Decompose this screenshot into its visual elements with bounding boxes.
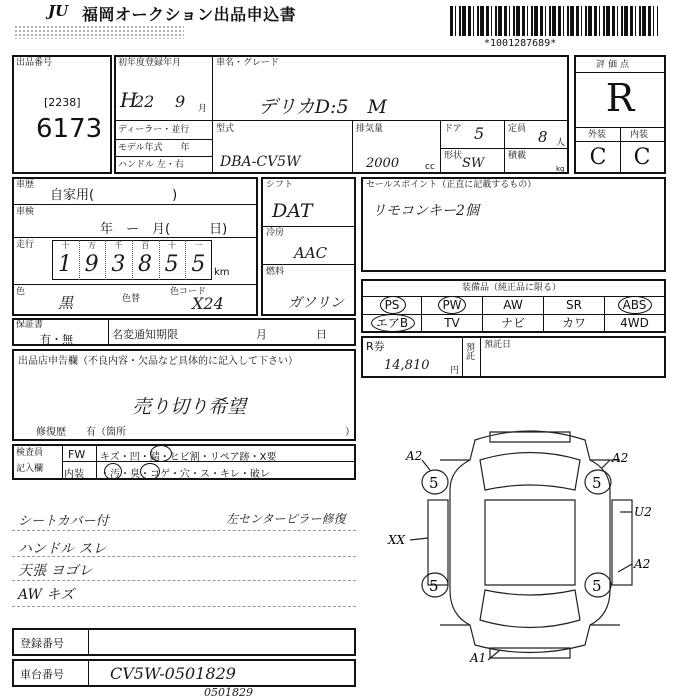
damage-note-front-right: A2 [612, 451, 629, 465]
registration-label: 登録番号 [20, 637, 64, 650]
shape-label: 形状 [444, 151, 463, 161]
declaration-label: 出品店申告欄（不良内容・欠品など具体的に記入して下さい） [18, 356, 298, 367]
inspection-label: 車検 [16, 207, 35, 217]
inspector-circle-3 [140, 463, 160, 480]
r-ticket-value: 14,810 [384, 358, 430, 373]
notice-day: 日 [316, 328, 327, 341]
displacement-value: 2000 [366, 156, 400, 171]
usage-value: 自家用( ) [50, 188, 178, 203]
mileage-digit: 9 [84, 252, 99, 277]
shape-value: SW [462, 156, 485, 171]
car-rear-window [480, 590, 580, 628]
handle-label: ハンドル 左・右 [118, 160, 184, 170]
color-code: X24 [192, 294, 224, 313]
equipment-abs: ABS [622, 298, 647, 312]
sales-point-box [361, 177, 666, 272]
barcode [450, 6, 658, 36]
month-unit: 月 [198, 104, 208, 114]
color-code-label: 色コード [170, 287, 207, 297]
equipment-sr: SR [566, 298, 582, 312]
mileage-unit-label: 一 [194, 241, 203, 250]
mileage-unit: km [214, 267, 230, 278]
mileage-unit-label: 十 [61, 241, 70, 250]
remark-4: 天張 ヨゴレ [18, 563, 93, 579]
mileage-unit-label: 十 [168, 241, 176, 250]
car-damage-diagram [380, 420, 680, 670]
equipment-leather: カワ [561, 316, 586, 330]
vehicle-name: デリカD:5 M [258, 96, 387, 118]
car-roof [485, 500, 575, 585]
fuel-value: ガソリン [288, 295, 344, 311]
exterior-label: 外装 [588, 130, 607, 140]
inspector-label-1: 検査員 [16, 448, 44, 458]
equipment-title: 装備品（純正品に限る） [462, 283, 562, 293]
title-dots [14, 25, 184, 39]
mileage-unit-label: 千 [114, 241, 123, 250]
mileage-digit: 5 [191, 252, 206, 277]
mileage-label: 走行 [16, 240, 35, 250]
remark-3: ハンドル スレ [18, 541, 107, 557]
inspector-line-1: キズ・凹・錆・ヒビ割・リペア跡・X要 [100, 452, 277, 463]
door-value: 5 [474, 124, 485, 143]
barcode-number: *1001287689* [484, 38, 557, 49]
grade-title: 評価点 [596, 60, 633, 70]
equipment-4wd: 4WD [620, 316, 649, 330]
exterior-grade: C [589, 145, 607, 170]
first-registration-era: H [120, 88, 138, 112]
usage-label: 車歴 [16, 180, 35, 190]
load-label: 積載 [508, 151, 527, 161]
color-value: 黒 [58, 294, 74, 312]
r-ticket-unit: 円 [450, 366, 460, 376]
interior-label: 内装 [630, 130, 649, 140]
dealer-label: ディーラー・並行 [118, 125, 190, 135]
front-right-tire-tread: 5 [592, 474, 602, 492]
chassis-label: 車台番号 [20, 668, 64, 681]
door-label: ドア [444, 124, 462, 134]
repair-label: 修復歴 有（箇所 [36, 427, 126, 438]
chassis-extra: 0501829 [204, 686, 253, 699]
inspector-fw: FW [68, 448, 86, 461]
mileage-digit: 8 [138, 252, 152, 277]
equipment-ps-circle [380, 296, 406, 314]
aircon-value: AAC [294, 244, 328, 262]
car-right-door [612, 500, 632, 585]
r-ticket-date-label: 預託日 [484, 340, 512, 350]
capacity-value: 8 [538, 128, 548, 146]
color-label: 色 [16, 287, 26, 297]
notice-month: 月 [256, 328, 267, 341]
inspector-line-2: ・汚・臭・コゲ・穴・ス・キレ・破レ [100, 469, 270, 480]
equipment-pw: PW [442, 298, 462, 312]
equipment-tv: TV [444, 316, 460, 330]
color-change-label: 色替 [122, 294, 141, 304]
damage-note-rear-right: A2 [634, 557, 651, 571]
fuel-label: 燃料 [266, 267, 285, 277]
ju-logo: JU [48, 2, 69, 20]
lot-label: 出品番号 [16, 58, 53, 68]
car-outline [450, 431, 610, 653]
mileage-digit: 3 [111, 252, 126, 277]
aircon-label: 冷房 [266, 228, 285, 238]
car-left-door [428, 500, 448, 585]
displacement-label: 排気量 [356, 124, 384, 134]
equipment-pw-circle [438, 296, 466, 314]
mileage-digit: 5 [164, 252, 179, 277]
car-hood [480, 453, 580, 491]
first-registration-label: 初年度登録年月 [118, 58, 182, 68]
sales-point-label: セールスポイント（正直に記載するもの） [366, 180, 537, 190]
damage-note-rear: A1 [470, 651, 487, 665]
remark-2: 左センターピラー修復 [226, 512, 346, 526]
equipment-airbag: エアB [375, 316, 409, 330]
inspector-circle-1 [150, 445, 172, 462]
declaration-value: 売り切り希望 [132, 396, 247, 418]
form-title: 福岡オークション出品申込書 [82, 5, 297, 24]
lot-sub-number: [2238] [44, 96, 81, 109]
warranty-options: 有・無 [40, 333, 73, 346]
inspector-inside: 内装 [64, 469, 84, 480]
load-unit: kg [556, 165, 565, 173]
front-left-tire-tread: 5 [429, 474, 439, 492]
damage-note-left-door: XX [388, 533, 406, 547]
interior-grade: C [633, 145, 651, 170]
mileage-unit-label: 百 [141, 241, 150, 250]
inspector-label-2: 記入欄 [16, 464, 44, 474]
first-registration-month: 9 [175, 92, 186, 111]
lot-number: 6173 [36, 114, 103, 144]
transmission-value: DAT [272, 200, 313, 222]
equipment-airbag-circle [371, 314, 415, 332]
rear-left-tire-tread: 5 [429, 577, 439, 595]
mileage-unit-label: 万 [88, 241, 96, 250]
damage-note-front-left: A2 [406, 449, 423, 463]
remark-5: AW キズ [18, 587, 75, 603]
r-ticket-label: R券 [366, 340, 385, 353]
grade-score: R [605, 76, 635, 120]
mileage-digit: 1 [58, 252, 72, 277]
chassis-value: CV5W-0501829 [110, 664, 236, 683]
notice-label: 名変通知期限 [112, 328, 178, 341]
model-label: 型式 [216, 124, 235, 134]
sales-point-value: リモコンキー2個 [372, 203, 479, 219]
warranty-label: 保証書 [16, 320, 44, 330]
vehicle-name-label: 車名・グレード [216, 58, 280, 68]
inspection-value: 年 ー 月( 日) [100, 222, 228, 237]
remark-1: シートカバー付 [18, 514, 109, 529]
model-year-label: モデル年式 年 [118, 143, 190, 153]
model-code: DBA-CV5W [220, 154, 301, 170]
transmission-label: シフト [266, 180, 294, 190]
inspector-circle-2 [104, 463, 122, 480]
capacity-label: 定員 [508, 124, 527, 134]
rear-right-tire-tread: 5 [592, 577, 602, 595]
equipment-navi: ナビ [500, 316, 525, 330]
first-registration-year: 22 [134, 92, 155, 111]
capacity-unit: 人 [556, 138, 566, 148]
displacement-unit: cc [425, 162, 435, 172]
equipment-ps: PS [384, 298, 400, 312]
damage-note-right-door: U2 [634, 505, 652, 519]
equipment-abs-circle [618, 296, 652, 314]
repair-close: ） [345, 427, 355, 438]
r-ticket-deposit-label: 預託 [464, 342, 474, 360]
equipment-aw: AW [503, 298, 523, 312]
